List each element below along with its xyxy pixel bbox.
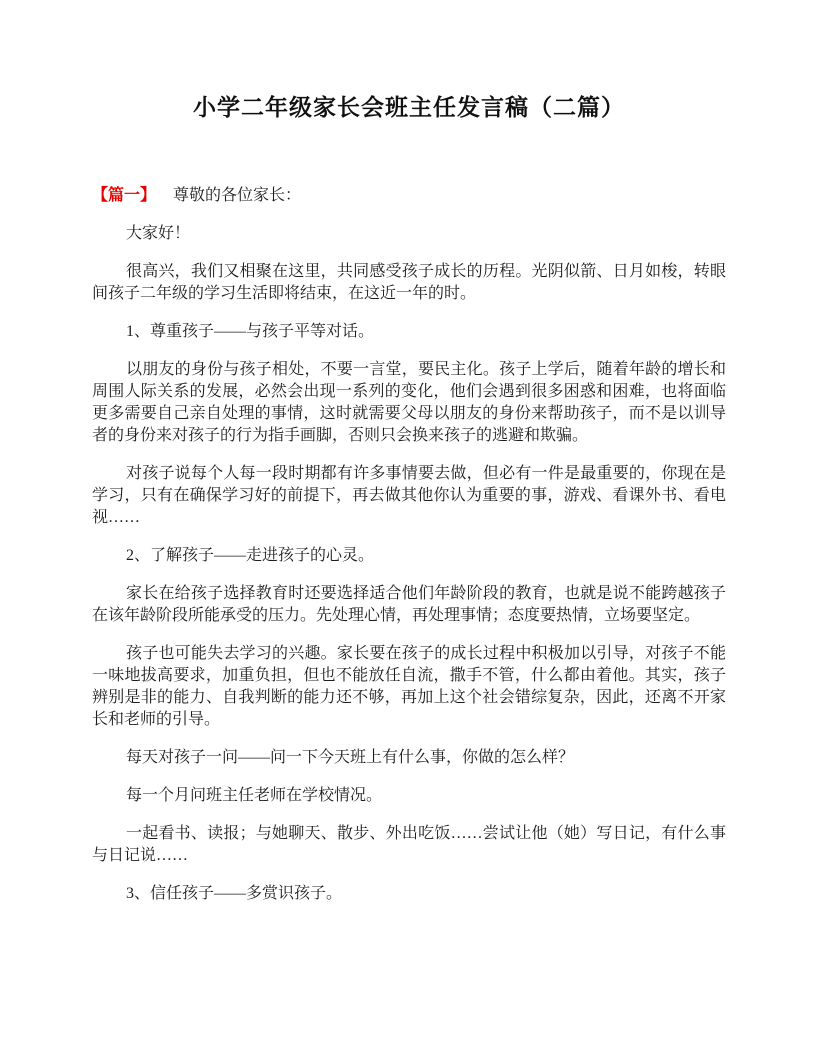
- opening-line: [92, 185, 726, 207]
- paragraph-point-2-body: 家长在给孩子选择教育时还要选择适合他们年龄阶段的教育，也就是说不能跨越孩子在该年龄阶段所能承受的压力。先处理心情，再处理事情；态度要热情，立场要坚定。: [92, 585, 726, 624]
- paragraph-intro: 很高兴，我们又相聚在这里，共同感受孩子成长的历程。光阴似箭、日月如梭，转眼间孩子二年级的学习生活即将结束，在这近一年的时。: [92, 263, 726, 302]
- paragraph-point-2-heading: 2、了解孩子——走进孩子的心灵。: [126, 547, 375, 564]
- paragraph-point-1-heading: 1、尊重孩子——与孩子平等对话。: [126, 323, 375, 340]
- paragraph-greeting: 大家好！: [126, 225, 191, 242]
- paragraph-monthly-question: 每一个月问班主任老师在学校情况。: [126, 787, 383, 804]
- paragraph-point-3-heading: 3、信任孩子——多赏识孩子。: [126, 885, 343, 902]
- paragraph-point-1-body: 以朋友的身份与孩子相处，不要一言堂，要民主化。孩子上学后，随着年龄的增长和周围人际关系的发展，必然会出现一系列的变化，他们会遇到很多困惑和困难，也将面临更多需要自己亲自处理的事情，这时就需要父母以朋友的身份来帮助孩子，而不是以训导者的身份来对孩子的行为指手画脚，否则只会换来孩子的逃避和欺骗。: [92, 361, 726, 444]
- document-title: 小学二年级家长会班主任发言稿（二篇）: [193, 95, 625, 120]
- salutation-text: 尊敬的各位家长：: [173, 187, 302, 204]
- paragraph-daily-question: 每天对孩子一问——问一下今天班上有什么事，你做的怎么样？: [126, 749, 575, 766]
- paragraph-activities: 一起看书、读报；与她聊天、散步、外出吃饭……尝试让他（她）写日记，有什么事与日记说……: [92, 825, 726, 864]
- paragraph-point-2-body-2: 孩子也可能失去学习的兴趣。家长要在孩子的成长过程中积极加以引导，对孩子不能一味地拔高要求，加重负担，但也不能放任自流，撒手不管，什么都由着他。其实，孩子辨别是非的能力、自我判断的能力还不够，再加上这个社会错综复杂，因此，还离不开家长和老师的引导。: [92, 645, 726, 728]
- paragraph-point-1-body-2: 对孩子说每个人每一段时期都有许多事情要去做，但必有一件是最重要的，你现在是学习，只有在确保学习好的前提下，再去做其他你认为重要的事，游戏、看课外书、看电视……: [92, 465, 726, 526]
- section-label: 【篇一】: [92, 187, 157, 204]
